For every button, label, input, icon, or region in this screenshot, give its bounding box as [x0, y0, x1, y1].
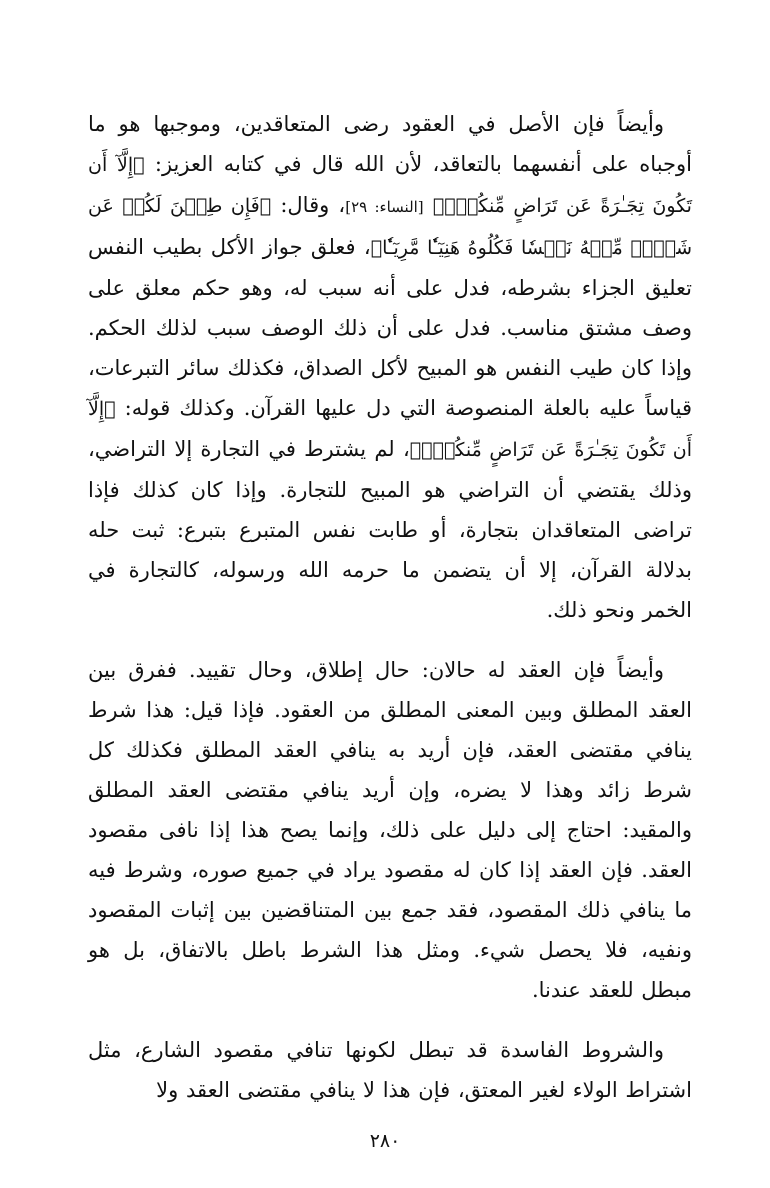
paragraph-3: والشروط الفاسدة قد تبطل لكونها تنافي مقصود الشارع، مثل اشتراط الولاء لغير المعتق، فإن هذا لا ينافي مقتضى العقد ولا: [88, 1038, 692, 1102]
paragraph-1-text-d: ، لم يشترط في التجارة إلا التراضي، وذلك يقتضي أن التراضي هو المبيح للتجارة. وإذا كان كذلك فإذا تراضى المتعاقدان بتجارة، أو طابت نفس المتبرع بتبرع: ثبت حله بدلالة القرآن، إلا أن يتضمن ما حرمه الله ورسوله، كالتجارة في الخمر ونحو ذلك.: [88, 437, 692, 622]
paragraph-1: [88, 104, 692, 630]
paragraph-1-text-a: وأيضاً فإن الأصل في العقود رضى المتعاقدين، وموجبها هو ما أوجباه على أنفسهما بالتعاقد، لأن الله قال في كتابه العزيز:: [88, 112, 692, 176]
paragraph-1-text-c: ، فعلق جواز الأكل بطيب النفس تعليق الجزاء بشرطه، فدل على أنه سبب له، وهو حكم معلق على وصف مشتق مناسب. فدل على أن ذلك الوصف سبب لذلك الحكم. وإذا كان طيب النفس هو المبيح لأكل الصداق، فكذلك سائر التبرعات، قياساً عليه بالعلة المنصوصة التي دل عليها القرآن. وكذلك قوله:: [88, 235, 692, 420]
page-number: ٢٨٠: [369, 1130, 401, 1152]
paragraph-2: وأيضاً فإن العقد له حالان: حال إطلاق، وحال تقييد. ففرق بين العقد المطلق وبين المعنى المطلق من العقود. فإذا قيل: هذا شرط ينافي مقتضى العقد، فإن أريد به ينافي العقد المطلق فكذلك كل شرط زائد وهذا لا يضره، وإن أريد ينافي مقتضى العقد المطلق والمقيد: احتاج إلى دليل على ذلك، وإنما يصح هذا إذا نافى مقصود العقد. فإن العقد إذا كان له مقصود يراد في جميع صوره، وشرط فيه ما ينافي ذلك المقصود، فقد جمع بين المتناقضين بين إثبات المقصود ونفيه، فلا يحصل شيء. ومثل هذا الشرط باطل بالاتفاق، بل هو مبطل للعقد عندنا.: [88, 658, 692, 1002]
paragraph-1-text-b: ، وقال:: [271, 193, 346, 217]
quran-verse-nisa-29: ﴿إِلَّآ أَن تَكُونَ تِجَـٰرَةً عَن تَرَاضٍ مِّنكُمۡۚ﴾: [88, 154, 692, 217]
spacer-text: [424, 193, 433, 217]
quran-verse-nisa-29-repeat: ﴿إِلَّآ أَن تَكُونَ تِجَـٰرَةً عَن تَرَاضٍ مِّنكُمۡۚ﴾: [88, 398, 692, 461]
page-body: [88, 104, 692, 1130]
quran-verse-nisa-4: ﴿فَإِن طِبۡنَ لَكُمۡ عَن شَيۡءٖ مِّنۡهُ نَفۡسٗا فَكُلُوهُ هَنِيٓـٔٗا مَّرِيٓـٔٗا﴾: [88, 195, 692, 259]
verse-reference: [النساء: ٢٩]: [345, 198, 424, 216]
